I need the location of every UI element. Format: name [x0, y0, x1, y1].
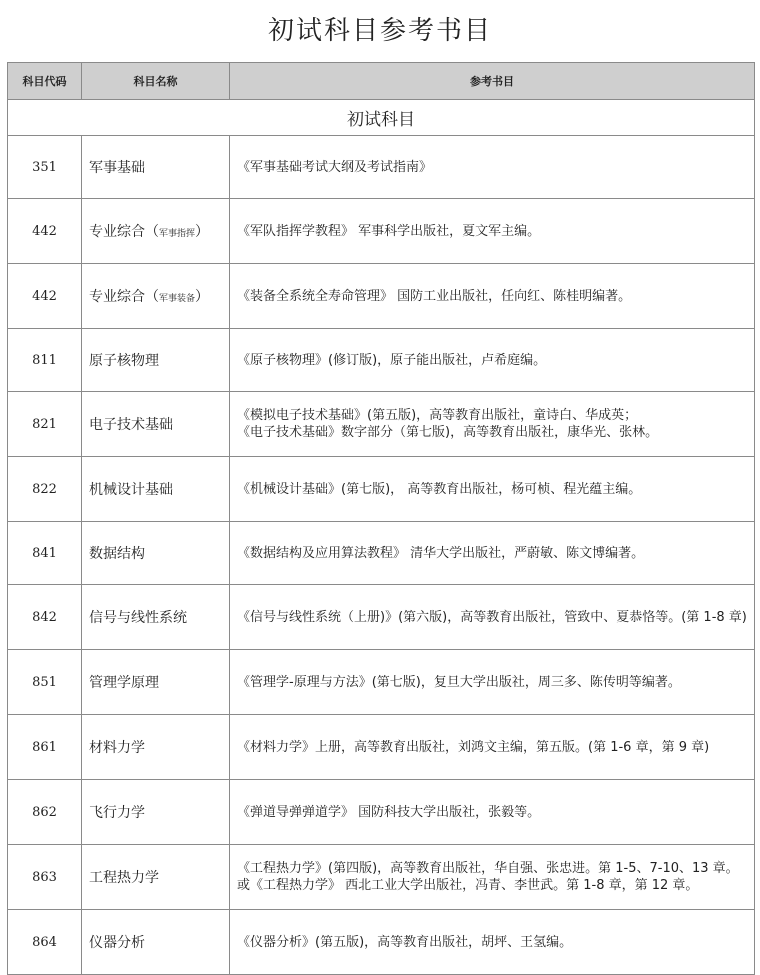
table-row: [8, 845, 755, 910]
table-row: [8, 264, 755, 329]
reference-book: 《模拟电子技术基础》(第五版)，高等教育出版社，童诗白、华成英； 《电子技术基础》数字部分（第七版)，高等教育出版社，康华光、张林。: [230, 392, 755, 457]
reference-book: 《机械设计基础》(第七版)， 高等教育出版社，杨可桢、程光蕴主编。: [230, 457, 755, 522]
subject-code: 811: [8, 329, 82, 392]
table-row: [8, 650, 755, 715]
subject-name: 军事基础: [82, 136, 230, 199]
reference-book: 《材料力学》上册，高等教育出版社，刘鸿文主编，第五版。(第 1-6 章，第 9 章): [230, 715, 755, 780]
subject-code: 842: [8, 585, 82, 650]
subject-code: 442: [8, 264, 82, 329]
section-label: 初试科目: [8, 100, 755, 136]
table-row: [8, 392, 755, 457]
table-row: [8, 585, 755, 650]
subject-name: [82, 199, 230, 264]
subject-name: [82, 264, 230, 329]
subject-code: 442: [8, 199, 82, 264]
table-row: [8, 457, 755, 522]
subject-name: 机械设计基础: [82, 457, 230, 522]
subject-name: 管理学原理: [82, 650, 230, 715]
table-row: [8, 910, 755, 975]
subject-name: 飞行力学: [82, 780, 230, 845]
subject-code: 841: [8, 522, 82, 585]
subject-name-note: 军事指挥: [159, 229, 196, 239]
subject-name-text: 专业综合（: [89, 289, 159, 305]
page-title: 初试科目参考书目: [267, 16, 492, 46]
subject-code: 862: [8, 780, 82, 845]
table-row: [8, 329, 755, 392]
subject-code: 822: [8, 457, 82, 522]
reference-book: 《信号与线性系统（上册)》(第六版)，高等教育出版社，管致中、夏恭恪等。(第 1-8 章): [230, 585, 755, 650]
reference-book: 《工程热力学》(第四版)，高等教育出版社，华自强、张忠进。第 1-5、7-10、13 章。或《工程热力学》 西北工业大学出版社，冯青、李世武。第 1-8 章，第 12 章。: [230, 845, 755, 910]
subject-name: 仪器分析: [82, 910, 230, 975]
reference-book: 《仪器分析》(第五版)，高等教育出版社，胡坪、王氢编。: [230, 910, 755, 975]
header-name: 科目名称: [82, 63, 230, 100]
table-row: [8, 136, 755, 199]
subject-name-text: 专业综合（: [89, 224, 159, 240]
header-book: 参考书目: [230, 63, 755, 100]
subject-code: 861: [8, 715, 82, 780]
subject-name: 电子技术基础: [82, 392, 230, 457]
reference-book: 《弹道导弹弹道学》 国防科技大学出版社，张毅等。: [230, 780, 755, 845]
reference-book: 《原子核物理》(修订版)，原子能出版社，卢希庭编。: [230, 329, 755, 392]
table-row: [8, 780, 755, 845]
section-row: [8, 100, 755, 136]
table-row: [8, 522, 755, 585]
subject-code: 351: [8, 136, 82, 199]
subject-code: 864: [8, 910, 82, 975]
subject-name-end: ）: [195, 224, 210, 240]
reference-book: 《军队指挥学教程》 军事科学出版社，夏文军主编。: [230, 199, 755, 264]
subject-name: 材料力学: [82, 715, 230, 780]
subject-code: 821: [8, 392, 82, 457]
table-row: [8, 715, 755, 780]
subject-name: 工程热力学: [82, 845, 230, 910]
subject-code: 851: [8, 650, 82, 715]
subject-name-note: 军事装备: [159, 294, 196, 304]
reference-book: 《数据结构及应用算法教程》 清华大学出版社，严蔚敏、陈文博编著。: [230, 522, 755, 585]
subject-code: 863: [8, 845, 82, 910]
subject-name: 信号与线性系统: [82, 585, 230, 650]
reference-book: 《军事基础考试大纲及考试指南》: [230, 136, 755, 199]
table-row: [8, 199, 755, 264]
subject-name: 数据结构: [82, 522, 230, 585]
header-code: 科目代码: [8, 63, 82, 100]
reference-book-table: [7, 62, 755, 975]
reference-book: 《装备全系统全寿命管理》 国防工业出版社，任向红、陈桂明编著。: [230, 264, 755, 329]
table-header-row: [8, 63, 755, 100]
subject-name: 原子核物理: [82, 329, 230, 392]
reference-book: 《管理学-原理与方法》(第七版)，复旦大学出版社，周三多、陈传明等编著。: [230, 650, 755, 715]
subject-name-end: ）: [195, 289, 210, 305]
